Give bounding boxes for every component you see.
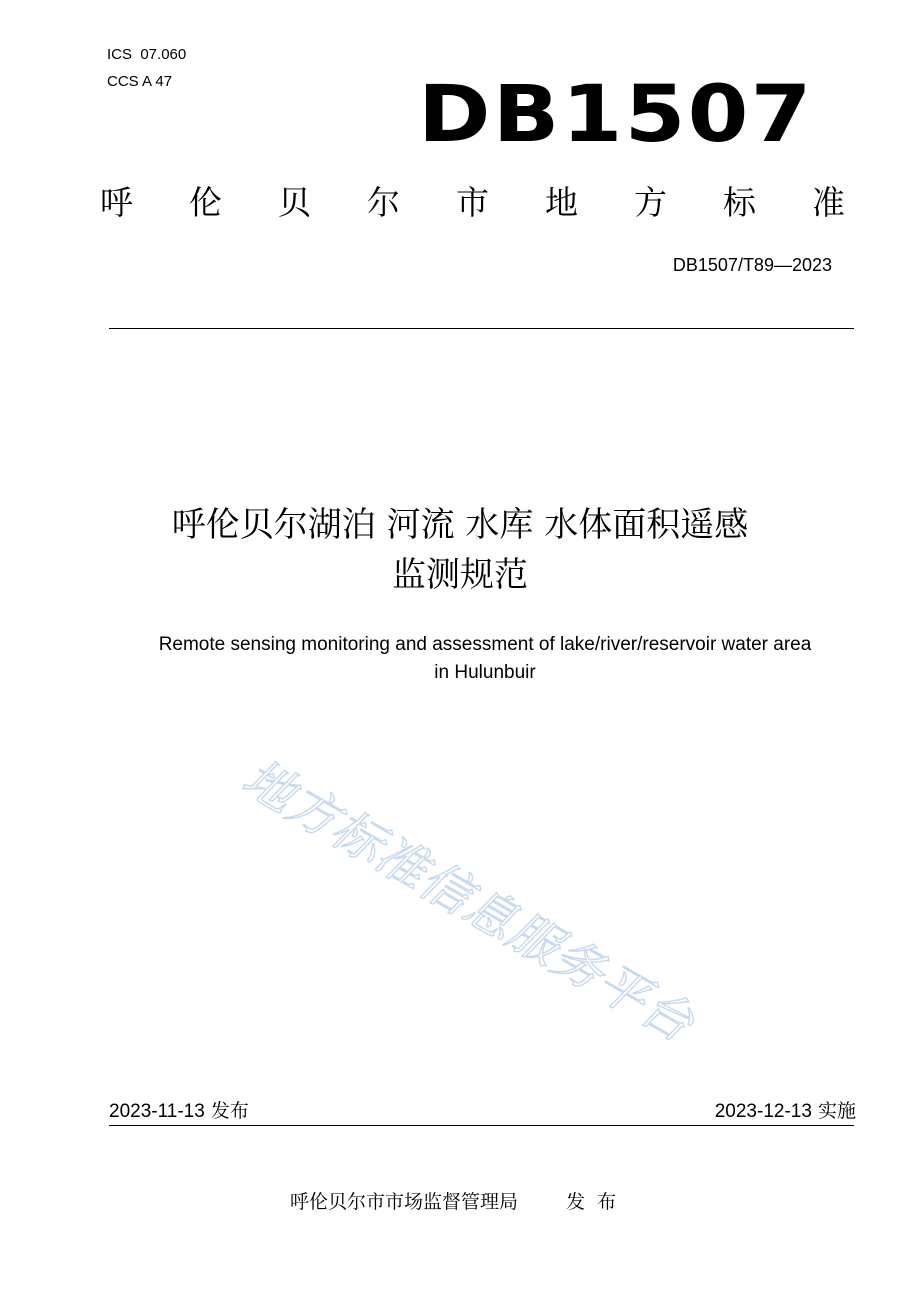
issuer-label: 发布 [566,1191,629,1213]
chinese-title-line-2: 监测规范 [392,555,528,595]
publish-date [109,1099,249,1124]
standard-type-char: 标 [723,183,756,222]
chinese-title [60,500,860,600]
english-title-line-2: in Hulunbuir [434,662,536,683]
standard-type-char: 尔 [367,183,400,222]
db-code-logo: DB1507 [418,70,814,160]
watermark [225,748,785,1088]
english-title-line-1: Remote sensing monitoring and assessment of lake/river/reservoir water area [158,634,812,655]
standard-type-char: 方 [634,183,667,222]
publish-date-value: 2023-11-13 [109,1101,205,1122]
english-title [60,631,910,687]
implementation-date-label: 实施 [817,1100,856,1122]
ccs-code: CCS A 47 [107,73,173,90]
top-divider [109,328,854,329]
standard-type-char: 贝 [278,183,311,222]
implementation-date [715,1099,856,1124]
issuing-authority [290,1190,628,1214]
standard-type-char: 呼 [100,183,133,222]
standard-number: DB1507/T89—2023 [672,255,832,275]
watermark-text: 地方标准信息服务平台 [233,748,704,1054]
implementation-date-value: 2023-12-13 [714,1101,812,1122]
issuer-name: 呼伦贝尔市市场监督管理局 [290,1191,519,1213]
standard-type-char: 地 [545,183,578,222]
standard-type-char: 市 [456,183,489,222]
standard-type-char: 准 [812,183,845,222]
standard-type-heading [100,183,845,223]
chinese-title-line-1: 呼伦贝尔湖泊 河流 水库 水体面积遥感 [171,505,749,545]
publish-date-label: 发布 [210,1100,249,1122]
ics-code: ICS 07.060 [107,46,187,63]
bottom-divider [109,1125,854,1126]
standard-type-char: 伦 [189,183,222,222]
